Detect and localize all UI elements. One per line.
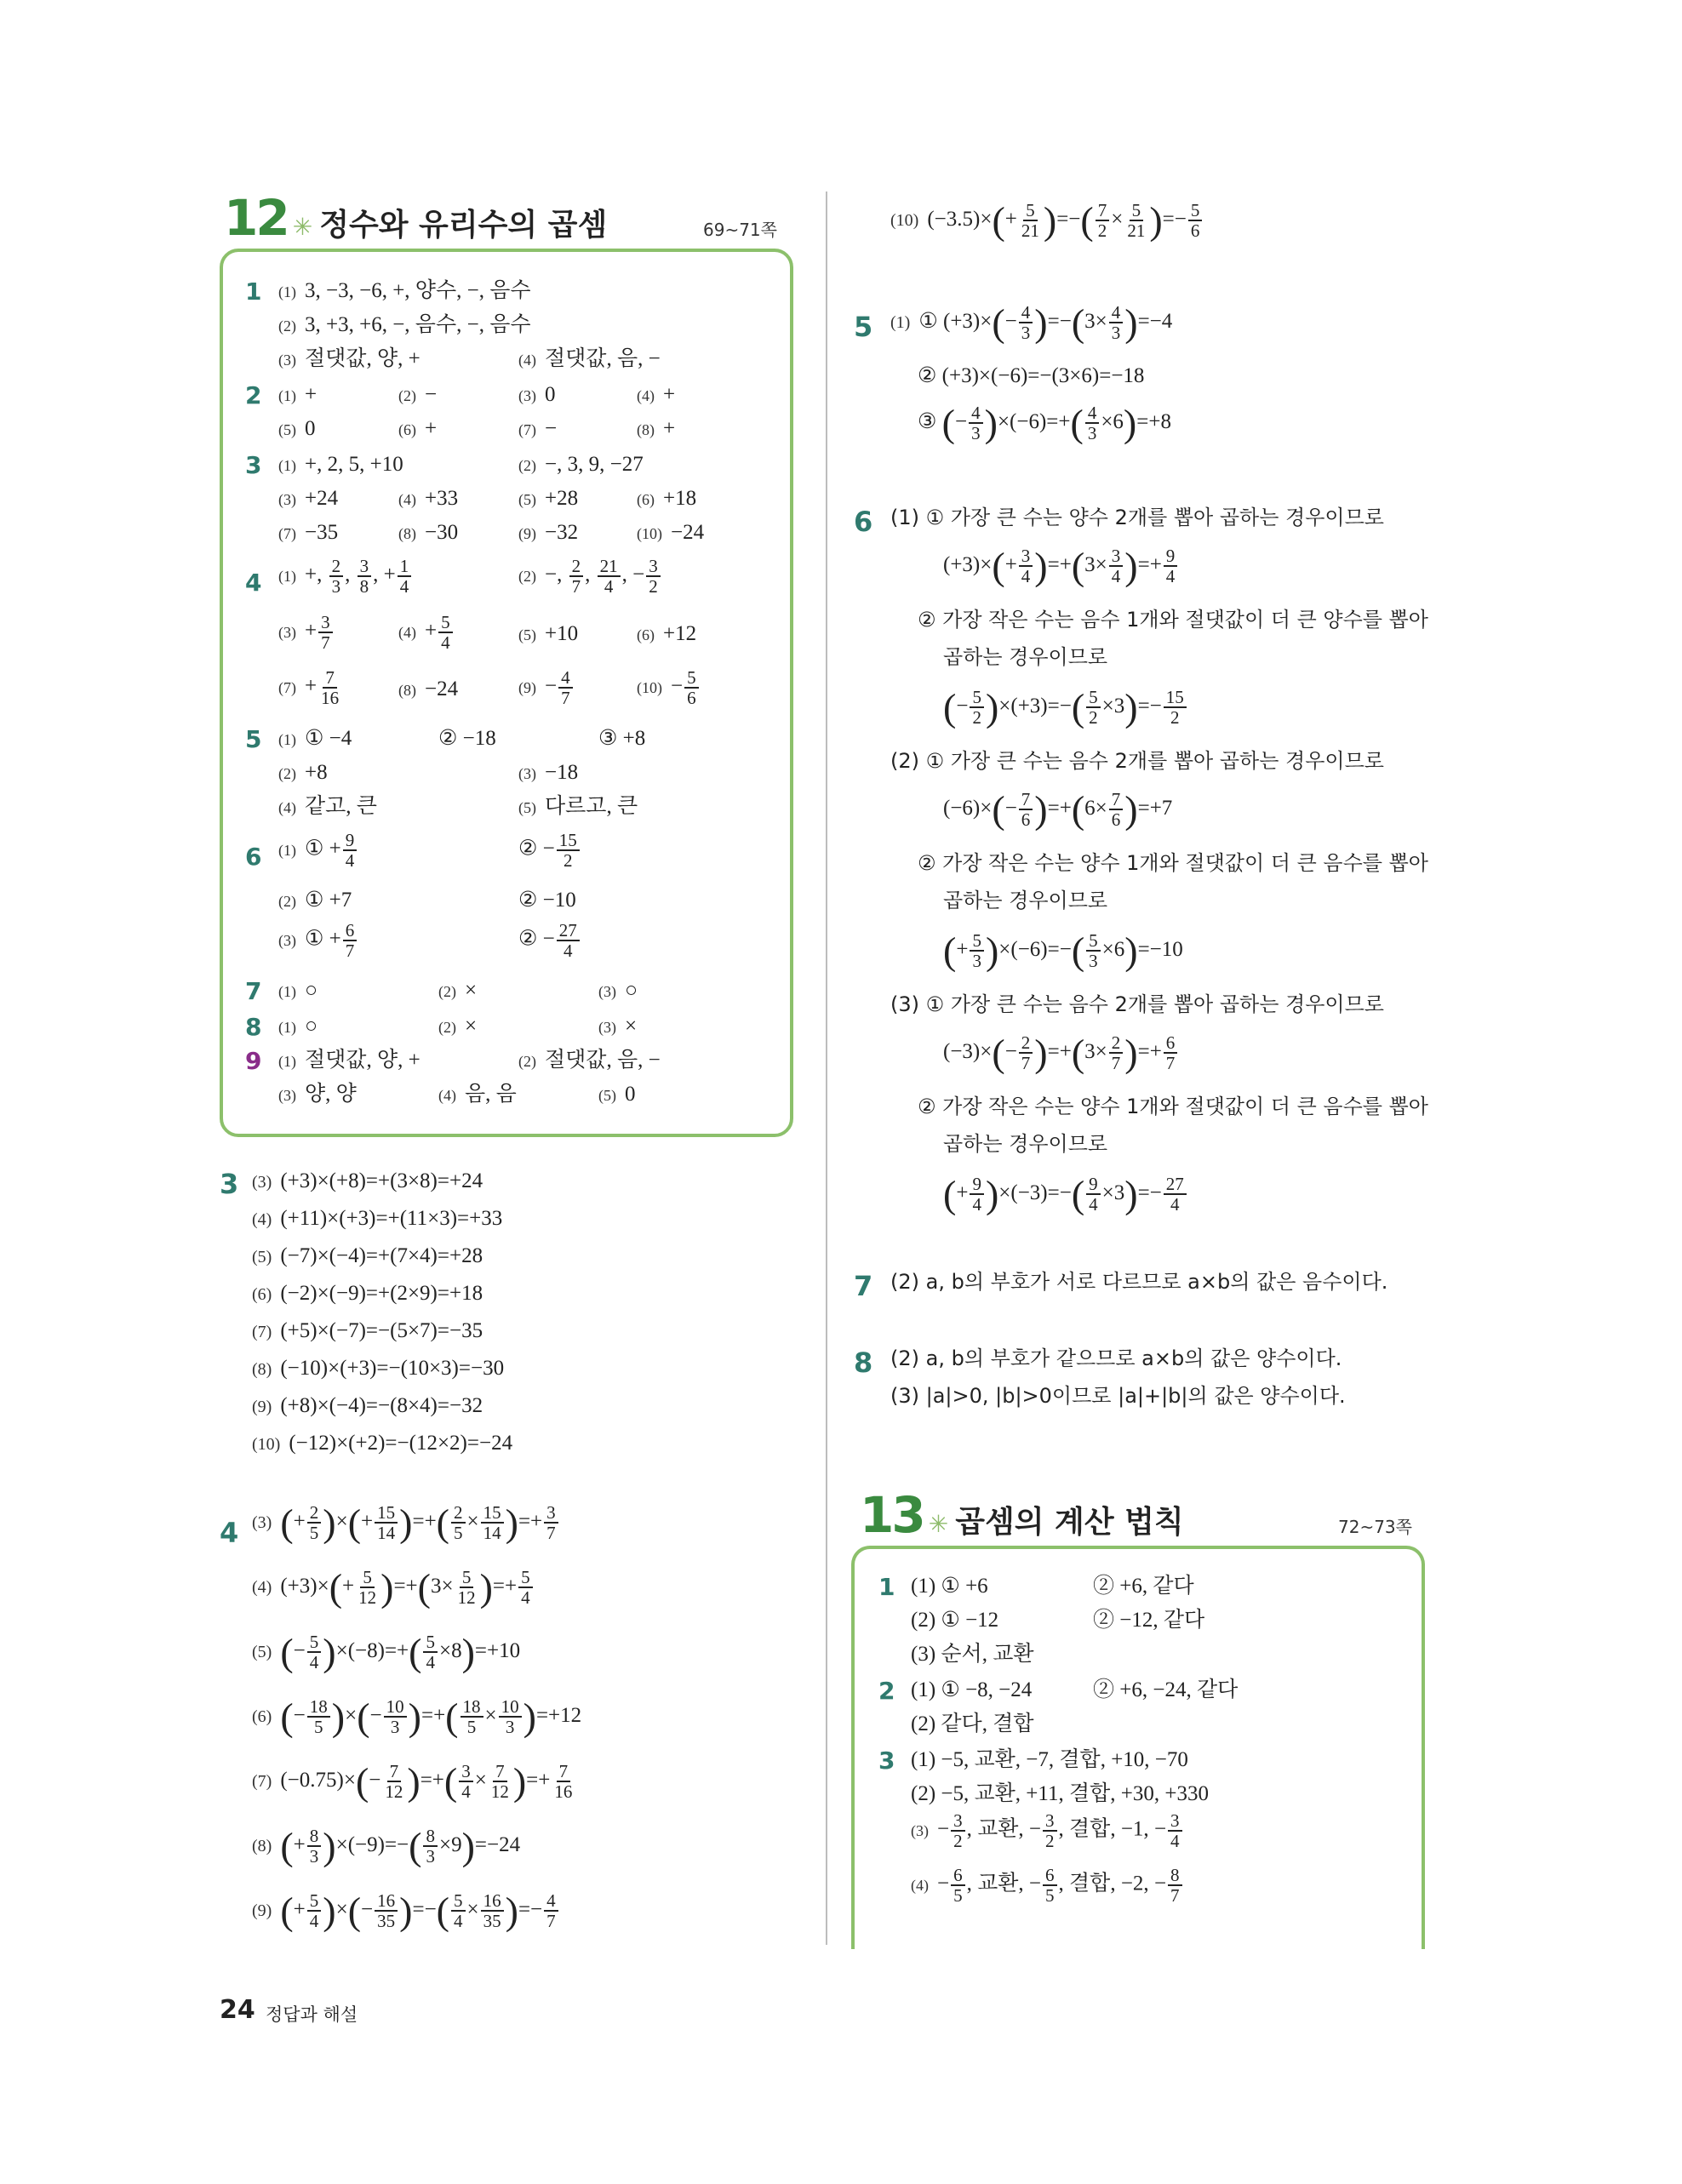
solution-line: (+3)×(+ $\frac{3}{4}$ )=+(3× $\frac{3}{4}$ )=+ $\frac{9}{4}$ <box>943 546 1179 586</box>
solution-text: (3) ① 가장 큰 수는 음수 2개를 뽑아 곱하는 경우이므로 <box>890 992 1384 1016</box>
solution-line: (1) ① (+3)×(− $\frac{4}{3}$ )=−(3× $\frac{4}{3}$ )=−4 <box>890 300 1173 345</box>
star-icon: ✳ <box>292 213 313 241</box>
question-number: 3 <box>245 451 262 479</box>
section-title: 정수와 유리수의 곱셈 <box>319 208 608 243</box>
question-number: 3 <box>878 1747 895 1775</box>
solution-number: 5 <box>854 311 873 343</box>
solution-line: ③ (− $\frac{4}{3}$ )×(−6)=+( $\frac{4}{3}$ ×6)=+8 <box>918 401 1171 445</box>
solution-text: (2) a, b의 부호가 서로 다르므로 a×b의 값은 음수이다. <box>890 1270 1388 1294</box>
solution-line: (7) (−0.75)×(− $\frac{7}{12}$ )=+( $\frac{3}{4}$ × $\frac{7}{12}$ )=+ $\frac{7}{16}$ <box>252 1759 573 1804</box>
solution-line: (6) (− $\frac{18}{5}$ )×(− $\frac{10}{3}$ )=+( $\frac{18}{5}$ × $\frac{10}{3}$ )=+12 <box>252 1695 582 1739</box>
question-number: 5 <box>245 725 262 753</box>
solution-line: (10) (−12)×(+2)=−(12×2)=−24 <box>252 1432 513 1455</box>
section-pages: 69~71쪽 <box>703 220 777 240</box>
page-number: 24 <box>220 1995 255 2025</box>
solution-number: 3 <box>220 1168 239 1200</box>
section-12-header <box>224 189 607 247</box>
answer-item: (4) − $\frac{6}{5}$ , 교환, − $\frac{6}{5}$ , 결합, −2, − $\frac{8}{7}$ <box>911 1866 1184 1905</box>
solution-number: 4 <box>220 1517 239 1549</box>
section-pages: 72~73쪽 <box>1338 1517 1412 1537</box>
column-divider <box>826 192 827 1945</box>
solution-line: (9) (+ $\frac{5}{4}$ )×(− $\frac{16}{35}$ )=−( $\frac{5}{4}$ × $\frac{16}{35}$ )=− $\frac{4}{7}$ <box>252 1891 560 1930</box>
star-icon: ✳ <box>928 1510 949 1538</box>
solution-text: (2) ① 가장 큰 수는 음수 2개를 뽑아 곱하는 경우이므로 <box>890 749 1384 773</box>
question-number: 9 <box>245 1047 262 1075</box>
solution-line: (+ $\frac{9}{4}$ )×(−3)=−( $\frac{9}{4}$ ×3)=− $\frac{27}{4}$ <box>943 1175 1188 1214</box>
answer-item: (3) − $\frac{3}{2}$ , 교환, − $\frac{3}{2}$ , 결합, −1, − $\frac{3}{4}$ <box>911 1811 1184 1850</box>
solution-line: (+ $\frac{5}{3}$ )×(−6)=−( $\frac{5}{3}$ ×6)=−10 <box>943 929 1183 973</box>
solution-text: 곱하는 경우이므로 <box>943 1132 1108 1156</box>
question-number: 4 <box>245 569 262 597</box>
solution-text: 곱하는 경우이므로 <box>943 645 1108 669</box>
answer-item: (1) +, $\frac{2}{3}$ , $\frac{3}{8}$ , + $\frac{1}{4}$ <box>278 557 413 596</box>
solution-line: (−6)×(− $\frac{7}{6}$ )=+(6× $\frac{7}{6}$ )=+7 <box>943 787 1173 832</box>
solution-line: (8) (+ $\frac{8}{3}$ )×(−9)=−( $\frac{8}{3}$ ×9)=−24 <box>252 1824 521 1868</box>
question-number: 6 <box>245 843 262 871</box>
solution-text: ② 가장 작은 수는 음수 1개와 절댓값이 더 큰 양수를 뽑아 <box>918 608 1428 632</box>
section-13-header <box>860 1486 1184 1544</box>
page-footer: 정답과 해설 <box>266 2004 358 2025</box>
answer-row: (4) 절댓값, 음, − <box>518 347 661 370</box>
solution-number: 6 <box>854 506 873 538</box>
question-number: 2 <box>878 1677 895 1705</box>
section-title: 곱셈의 계산 법칙 <box>955 1505 1184 1540</box>
solution-line: (6) (−2)×(−9)=+(2×9)=+18 <box>252 1282 483 1305</box>
solution-line: (5) (− $\frac{5}{4}$ )×(−8)=+( $\frac{5}{4}$ ×8)=+10 <box>252 1630 521 1674</box>
solution-line: (3) (+3)×(+8)=+(3×8)=+24 <box>252 1169 483 1192</box>
solution-line: (8) (−10)×(+3)=−(10×3)=−30 <box>252 1357 505 1380</box>
solution-line: (− $\frac{5}{2}$ )×(+3)=−( $\frac{5}{2}$ ×3)=− $\frac{15}{2}$ <box>943 688 1188 727</box>
solution-text: (2) a, b의 부호가 같으므로 a×b의 값은 양수이다. <box>890 1346 1342 1370</box>
solution-text: ② 가장 작은 수는 양수 1개와 절댓값이 더 큰 음수를 뽑아 <box>918 851 1428 875</box>
question-number: 2 <box>245 381 262 409</box>
solution-text: 곱하는 경우이므로 <box>943 889 1108 912</box>
solution-text: (3) |a|>0, |b|>0이므로 |a|+|b|의 값은 양수이다. <box>890 1384 1346 1408</box>
question-number: 7 <box>245 977 262 1005</box>
solution-number: 7 <box>854 1270 873 1302</box>
solution-line: (4) (+3)×(+ $\frac{5}{12}$ )=+(3× $\frac{5}{12}$ )=+ $\frac{5}{4}$ <box>252 1568 535 1607</box>
answer-row: (2) 3, +3, +6, −, 음수, −, 음수 <box>278 313 531 336</box>
solution-text: ② 가장 작은 수는 양수 1개와 절댓값이 더 큰 음수를 뽑아 <box>918 1095 1428 1118</box>
answer-row: (3) 절댓값, 양, + <box>278 347 420 370</box>
section-number: 12 <box>224 189 288 247</box>
solution-line: (4) (+11)×(+3)=+(11×3)=+33 <box>252 1207 503 1230</box>
solution-line: (5) (−7)×(−4)=+(7×4)=+28 <box>252 1244 483 1267</box>
section-number: 13 <box>860 1486 924 1544</box>
question-number: 8 <box>245 1013 262 1041</box>
solution-line: (3) (+ $\frac{2}{5}$ )×(+ $\frac{15}{14}$ )=+( $\frac{2}{5}$ × $\frac{15}{14}$ )=+ $\frac{3}{7}$ <box>252 1503 560 1542</box>
question-number: 1 <box>245 277 262 306</box>
question-number: 1 <box>878 1573 895 1601</box>
solution-line: ② (+3)×(−6)=−(3×6)=−18 <box>918 364 1145 387</box>
solution-number: 8 <box>854 1346 873 1379</box>
solution-line: (7) (+5)×(−7)=−(5×7)=−35 <box>252 1319 483 1342</box>
solution-line: (9) (+8)×(−4)=−(8×4)=−32 <box>252 1394 483 1417</box>
solution-line: (10) (−3.5)×(+ $\frac{5}{21}$ )=−( $\frac{7}{2}$ × $\frac{5}{21}$ )=− $\frac{5}{6}$ <box>890 201 1204 240</box>
answer-row: (1) 3, −3, −6, +, 양수, −, 음수 <box>278 279 531 302</box>
solution-text: (1) ① 가장 큰 수는 양수 2개를 뽑아 곱하는 경우이므로 <box>890 506 1384 529</box>
solution-line: (−3)×(− $\frac{2}{7}$ )=+(3× $\frac{2}{7}$ )=+ $\frac{6}{7}$ <box>943 1033 1179 1072</box>
answer-item: (2) −, $\frac{2}{7}$ , $\frac{21}{4}$ , − $\frac{3}{2}$ <box>518 557 662 596</box>
